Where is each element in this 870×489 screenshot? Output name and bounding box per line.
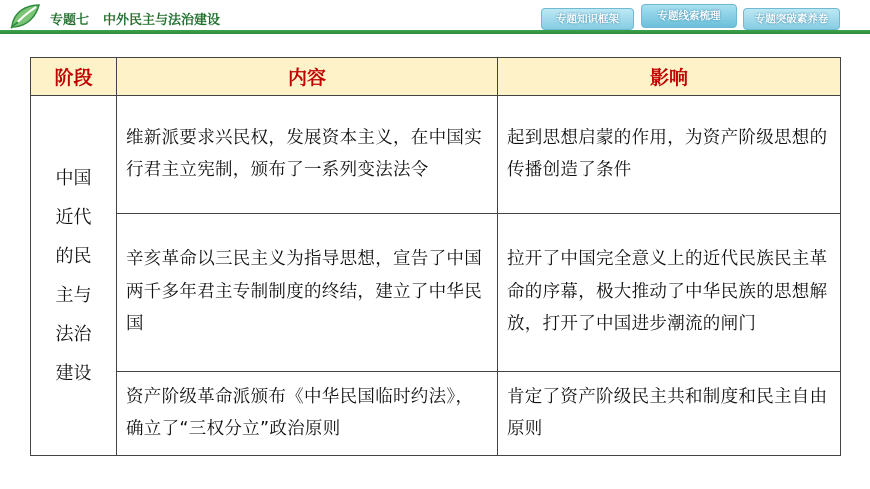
nav-knowledge-framework-button[interactable]: 专题知识框架 (541, 8, 634, 30)
content-cell: 维新派要求兴民权，发展资本主义，在中国实行君主立宪制，颁布了一系列变法法令 (117, 96, 498, 214)
header-divider (0, 30, 870, 34)
table-row (31, 96, 841, 214)
stage-label: 中国近代的民主与法治建设 (55, 167, 92, 384)
content-cell: 辛亥革命以三民主义为指导思想，宣告了中国两千多年君主专制制度的终结，建立了中华民国 (117, 214, 498, 372)
impact-cell: 肯定了资产阶级民主共和制度和民主自由原则 (498, 372, 841, 456)
section-title: 中外民主与法治建设 (103, 13, 221, 28)
table-row (31, 214, 841, 372)
impact-cell: 起到思想启蒙的作用，为资产阶级思想的传播创造了条件 (498, 96, 841, 214)
nav-literacy-paper-button[interactable]: 专题突破素养卷 (743, 8, 840, 30)
history-table (30, 57, 841, 456)
header-stage: 阶段 (31, 58, 117, 96)
impact-cell: 拉开了中国完全意义上的近代民族民主革命的序幕，极大推动了中华民族的思想解放，打开了中国进步潮流的闸门 (498, 214, 841, 372)
content-cell: 资产阶级革命派颁布《中华民国临时约法》，确立了“三权分立”政治原则 (117, 372, 498, 456)
table-row (31, 372, 841, 456)
leaf-logo-icon (8, 2, 42, 30)
section-label: 专题七 (50, 13, 90, 28)
header-bar (0, 0, 870, 36)
stage-cell (31, 96, 117, 456)
header-impact: 影响 (498, 58, 841, 96)
nav-clue-review-button[interactable]: 专题线索梳理 (641, 4, 737, 28)
header-title (50, 9, 234, 29)
table-header-row (31, 58, 841, 96)
header-content: 内容 (117, 58, 498, 96)
